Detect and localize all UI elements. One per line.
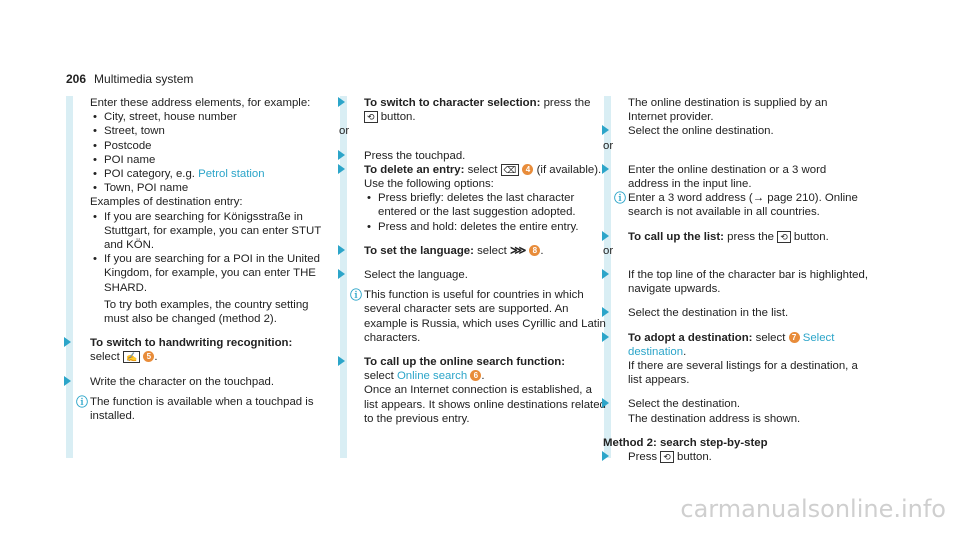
step-character-selection: To switch to character selection: press the ⟲ button.: [339, 96, 606, 124]
step-select-dest-list: Select the destination in the list.: [603, 306, 868, 320]
list-item: • If you are searching for a POI in the United Kingdom, for example, you can enter THE SHARD. To try both examples, the country setting must also be changed (method 2).: [90, 252, 330, 326]
list-item: • City, street, house number: [90, 110, 330, 124]
list-item: • POI category, e.g. Petrol station: [90, 167, 330, 181]
info-icon: ⓘ: [350, 288, 363, 303]
step-handwriting: To switch to handwriting recognition: select ✍ 5 .: [65, 336, 330, 364]
language-icon: ⋙: [510, 244, 527, 257]
column-3: [603, 96, 868, 464]
handwriting-icon: ✍: [123, 351, 140, 363]
step-call-list: To call up the list: press the ⟲ button.: [603, 230, 868, 244]
back-button-icon: ⟲: [364, 111, 378, 123]
step-select-online: Select the online destination.: [603, 124, 868, 138]
address-elements-list: [90, 110, 330, 195]
section-title: Multimedia system: [94, 72, 194, 86]
step-arrow-icon: [338, 245, 345, 255]
callout-number: 4: [522, 164, 533, 175]
supplied-text: The online destination is supplied by an Internet provider.: [628, 97, 828, 124]
examples-label: Examples of destination entry:: [90, 196, 243, 209]
step-select-destination: Select the destination. The destination address is shown.: [603, 397, 868, 425]
or-text: or: [603, 244, 614, 257]
page-number: 206: [66, 72, 87, 86]
column-1: [76, 96, 330, 423]
online-search-link[interactable]: Online search: [396, 370, 468, 383]
use-options: Use the following options:: [364, 178, 494, 191]
step-adopt-destination: To adopt a destination: select 7 Select destination. If there are several listings for a destination, a list appears.: [603, 331, 868, 388]
step-arrow-icon: [602, 307, 609, 317]
step-top-line: If the top line of the character bar is highlighted, navigate upwards.: [603, 268, 868, 296]
step-arrow-icon: [338, 356, 345, 366]
info-icon: ⓘ: [76, 394, 89, 409]
callout-number: 8: [529, 245, 540, 256]
step-arrow-icon: [64, 376, 71, 386]
step-arrow-icon: [602, 398, 609, 408]
select-destination-link[interactable]: Select destination: [628, 331, 835, 358]
step-arrow-icon: [602, 164, 609, 174]
list-item: • Press and hold: deletes the entire entry.: [364, 220, 606, 234]
step-arrow-icon: [338, 164, 345, 174]
callout-number: 6: [470, 370, 481, 381]
list-item: • Street, town: [90, 124, 330, 138]
step-arrow-icon: [602, 332, 609, 342]
step-arrow-icon: [338, 269, 345, 279]
step-arrow-icon: [602, 451, 609, 461]
page-header: [66, 72, 193, 86]
step-delete-entry: To delete an entry: select ⌫ 4 (if available). Use the following options: • Press briefly: deletes the last character entered or the last suggestion adopted. • Press and hold: deletes the entire entry.: [339, 163, 606, 234]
step-arrow-icon: [602, 231, 609, 241]
step-arrow-icon: [64, 337, 71, 347]
examples-note: To try both examples, the country setting must also be changed (method 2).: [104, 298, 309, 326]
step-online-search: To call up the online search function: select Online search 6 . Once an Internet connection is established, a list appears. It shows online destinations related to the previous entry.: [339, 355, 606, 426]
callout-number: 7: [789, 332, 800, 343]
or-text: or: [339, 125, 350, 138]
petrol-station-link[interactable]: Petrol station: [198, 168, 265, 181]
back-button-icon: ⟲: [777, 231, 791, 243]
list-item: • If you are searching for Königsstraße in Stuttgart, for example, you can enter STUT and KÖN.: [90, 210, 330, 253]
list-item: • Press briefly: deletes the last character entered or the last suggestion adopted.: [364, 191, 606, 219]
list-item: • POI name: [90, 153, 330, 167]
back-button-icon: ⟲: [660, 451, 674, 463]
step-arrow-icon: [338, 150, 345, 160]
callout-number: 5: [143, 351, 154, 362]
step-press-touchpad: Press the touchpad.: [339, 149, 606, 163]
info-note: ⓘ The function is available when a touchpad is installed.: [76, 394, 314, 423]
info-note: ⓘ Enter a 3 word address (→ page 210). Online search is not available in all countries.: [614, 191, 858, 219]
step-write: Write the character on the touchpad.: [65, 375, 330, 389]
list-item: • Postcode: [90, 139, 330, 153]
info-note: ⓘ This function is useful for countries in which several character sets are supported. An example is Russia, which uses Cyrillic and Latin characters.: [350, 288, 606, 344]
step-press-back: Press ⟲ button.: [603, 450, 868, 464]
step-arrow-icon: [602, 125, 609, 135]
intro-text: Enter these address elements, for example:: [90, 97, 311, 109]
step-arrow-icon: [602, 269, 609, 279]
method-2-heading: Method 2: search step-by-step: [603, 436, 768, 449]
delete-icon: ⌫: [501, 164, 520, 176]
step-enter-3word: Enter the online destination or a 3 word address in the input line.: [603, 163, 868, 191]
step-set-language: To set the language: select ⋙ 8 .: [339, 244, 606, 258]
step-select-language: Select the language.: [339, 268, 606, 282]
examples-list: [90, 210, 330, 327]
watermark: carmanualsonline.info: [680, 495, 946, 523]
margin-bar: [66, 96, 73, 458]
column-2: [339, 96, 606, 426]
list-item: • Town, POI name: [90, 181, 330, 195]
step-arrow-icon: [338, 97, 345, 107]
or-text: or: [603, 139, 614, 152]
info-icon: ⓘ: [614, 191, 627, 206]
